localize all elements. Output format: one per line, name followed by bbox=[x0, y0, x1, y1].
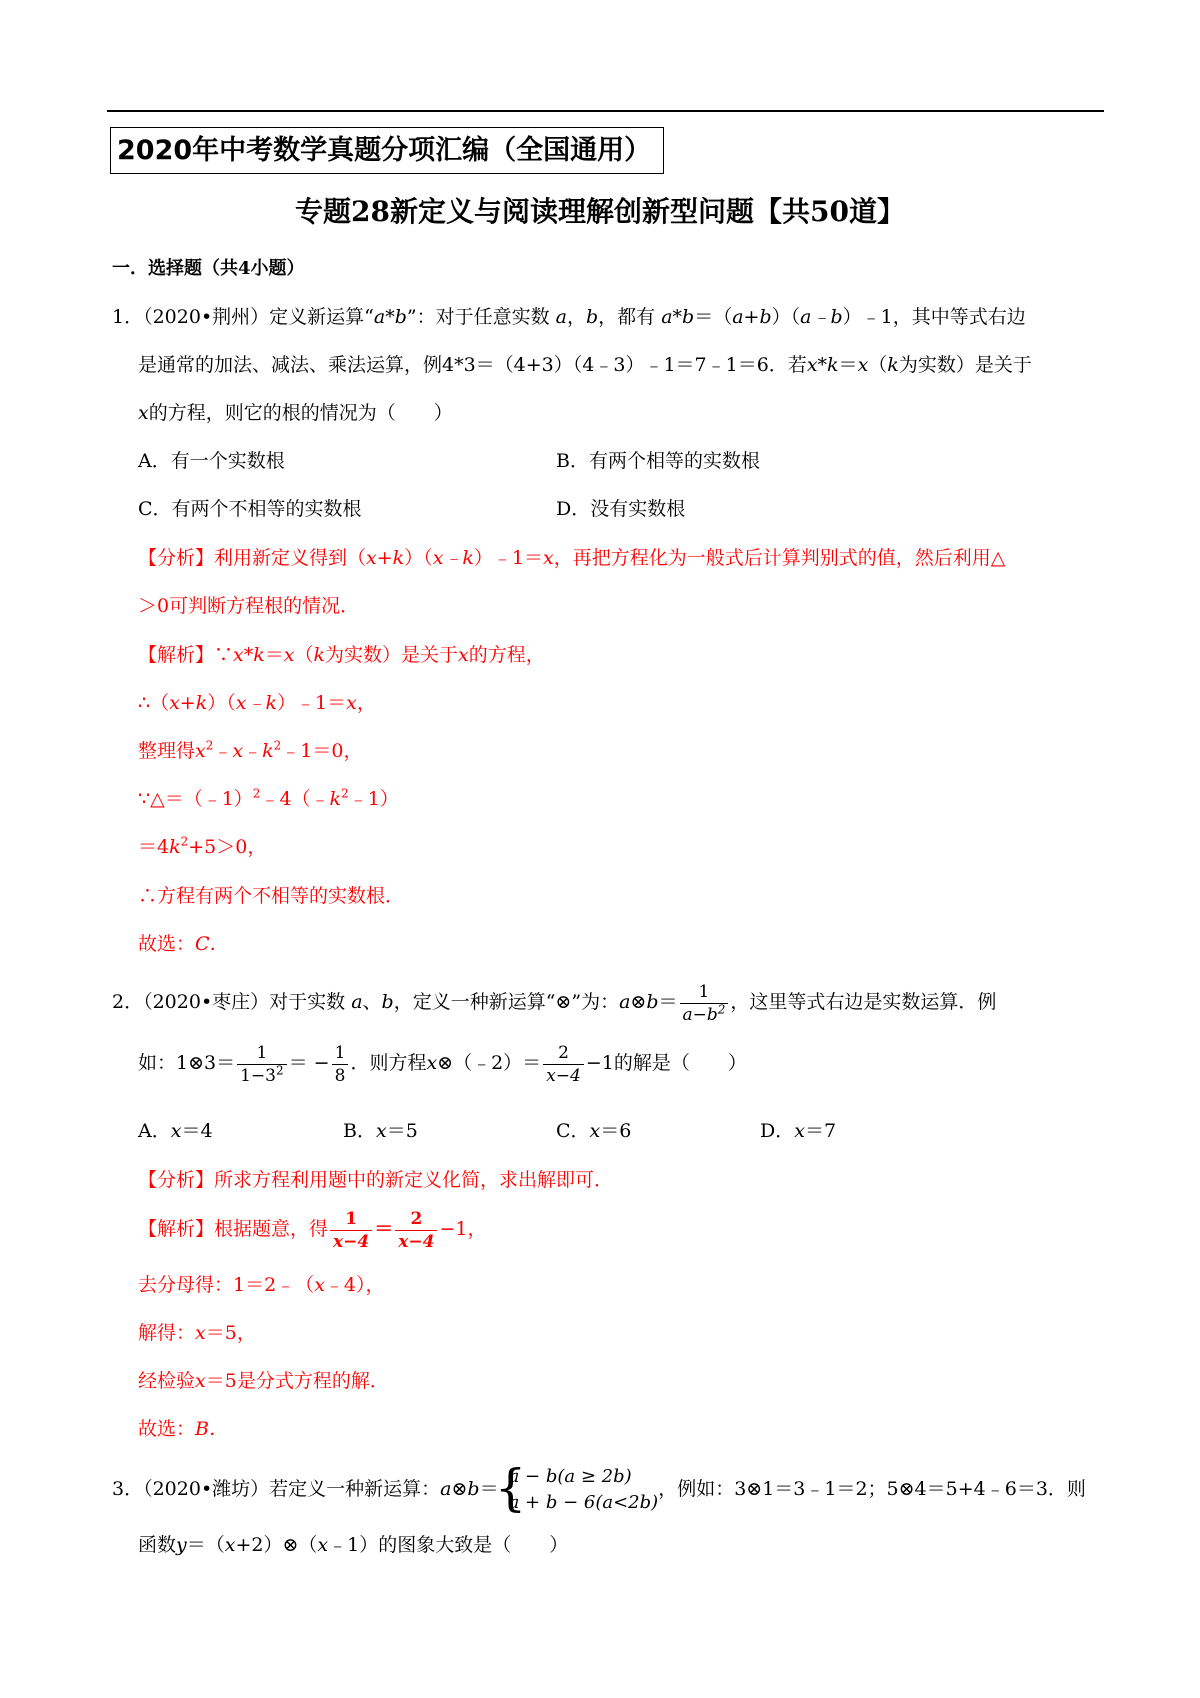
q1-var: a+b bbox=[732, 306, 772, 328]
q3-var: a bbox=[440, 1478, 452, 1500]
q1-solution-text: 整理得 bbox=[138, 740, 196, 762]
q2-stem-line1 bbox=[112, 975, 996, 1029]
q1-text: 1．（2020•荆州）定义新运算“ bbox=[112, 306, 374, 328]
q2-solution-text: ＝5是分式方程的解． bbox=[205, 1370, 389, 1392]
fraction-numerator: 2 bbox=[395, 1208, 437, 1231]
q1-solution-text: ﹣ bbox=[213, 740, 233, 762]
q1-solution-var: x bbox=[346, 692, 357, 714]
section-heading: 一．选择题（共4小题） bbox=[112, 258, 305, 279]
q2-text: ＝ − bbox=[288, 1052, 330, 1074]
q1-analysis-var: x﹣k bbox=[432, 547, 474, 569]
q2-text: 、 bbox=[362, 991, 382, 1013]
q1-text: 为实数）是关于 bbox=[898, 354, 1032, 376]
q2-solution-text: 解得： bbox=[138, 1322, 196, 1344]
q1-solution-text: +5＞0， bbox=[188, 836, 267, 858]
q1-solution-text: ∵△＝（﹣1） bbox=[138, 788, 253, 810]
q2-option-a bbox=[138, 1116, 213, 1146]
q3-var: x bbox=[224, 1534, 236, 1556]
q1-analysis-line1 bbox=[138, 543, 1005, 573]
q1-var: a*b bbox=[661, 306, 695, 328]
q1-analysis-text: ，再把方程化为一般式后计算判别式的值，然后利用△ bbox=[553, 547, 1006, 569]
q1-exponent: 2 bbox=[180, 834, 189, 849]
fraction-denominator-text: 1−3 bbox=[240, 1065, 276, 1086]
q1-solution-var: x+k bbox=[169, 692, 208, 714]
q1-solution-line3 bbox=[138, 736, 362, 766]
q1-solution-text: 为实数）是关于 bbox=[325, 644, 459, 666]
q1-solution-text: ﹣4（﹣ bbox=[260, 788, 330, 810]
q1-solution-text: ﹣1） bbox=[348, 788, 399, 810]
q2-var: a bbox=[351, 991, 363, 1013]
q1-text: （ bbox=[868, 354, 888, 376]
q2-text: 如：1⊗3＝ bbox=[138, 1052, 236, 1074]
q1-solution-line6: ∴方程有两个不相等的实数根． bbox=[138, 885, 405, 907]
q3-text: 函数 bbox=[138, 1534, 177, 1556]
option-value: ＝6 bbox=[600, 1120, 632, 1142]
fraction-numerator: 1 bbox=[680, 981, 729, 1004]
q3-text: ⊗ bbox=[451, 1478, 468, 1500]
option-value: ＝7 bbox=[804, 1120, 837, 1142]
q2-text: ⊗ bbox=[630, 991, 647, 1013]
option-var: x bbox=[170, 1120, 182, 1142]
fraction-denominator: x−4 bbox=[333, 1231, 370, 1252]
q2-answer-choice: B． bbox=[195, 1418, 228, 1440]
q1-option-b: B．有两个相等的实数根 bbox=[556, 450, 760, 472]
q2-solution-fraction-left bbox=[330, 1208, 372, 1253]
top-rule bbox=[107, 110, 1104, 112]
q1-solution-line1 bbox=[138, 640, 545, 670]
q3-piecewise-definition bbox=[494, 1459, 659, 1517]
q1-exponent: 2 bbox=[341, 786, 349, 801]
q3-stem-line2 bbox=[138, 1530, 568, 1560]
q2-def-fraction bbox=[680, 981, 729, 1026]
q2-answer-label: 故选： bbox=[138, 1418, 196, 1440]
q1-var: x bbox=[138, 402, 149, 424]
fraction-exponent: 2 bbox=[276, 1062, 284, 1077]
q2-solution-var: x bbox=[195, 1322, 206, 1344]
q1-text: ＝ bbox=[838, 354, 858, 376]
q2-solution-text: 经检验 bbox=[138, 1370, 196, 1392]
q1-exponent: 2 bbox=[252, 786, 261, 801]
q1-solution-text: ＝4 bbox=[138, 836, 170, 858]
q1-text: 的方程，则它的根的情况为（ ） bbox=[148, 402, 453, 424]
q1-solution-line2 bbox=[138, 688, 376, 718]
fraction-numerator: 2 bbox=[543, 1042, 584, 1065]
q1-var: a﹣b bbox=[800, 306, 843, 328]
q1-stem-line1 bbox=[112, 302, 1026, 332]
q2-var: b bbox=[646, 991, 659, 1013]
q1-solution-var: x bbox=[283, 644, 295, 666]
q3-text: +2）⊗（ bbox=[235, 1534, 318, 1556]
q1-text: ）﹣1，其中等式右边 bbox=[842, 306, 1026, 328]
fraction-denominator bbox=[680, 1001, 729, 1026]
q3-var: b bbox=[467, 1478, 480, 1500]
q1-solution-var: k bbox=[262, 740, 274, 762]
fraction-denominator: x−4 bbox=[546, 1065, 581, 1086]
series-title: 2020年中考数学真题分项汇编（全国通用） bbox=[110, 127, 664, 174]
q2-text: ＝ bbox=[658, 991, 678, 1013]
q1-text: ，都有 bbox=[598, 306, 656, 328]
q2-solution-var: x bbox=[314, 1274, 325, 1296]
q2-solution-text: ＝ bbox=[374, 1218, 394, 1240]
q1-option-d: D．没有实数根 bbox=[556, 498, 686, 520]
q1-text: ＝（ bbox=[694, 306, 733, 328]
option-label: C． bbox=[556, 1120, 590, 1142]
q1-solution-text: ∴（ bbox=[138, 692, 170, 714]
fraction-denominator bbox=[237, 1062, 287, 1087]
q2-text: −1的解是（ ） bbox=[585, 1052, 747, 1074]
q1-stem-line3 bbox=[138, 398, 453, 428]
q1-var: x*k bbox=[806, 354, 839, 376]
q1-solution-var: x bbox=[232, 740, 244, 762]
q2-solution-line4 bbox=[138, 1366, 389, 1396]
option-label: D． bbox=[760, 1120, 795, 1142]
q2-solution-text: −1， bbox=[439, 1218, 487, 1240]
q1-answer-label: 故选： bbox=[138, 933, 196, 955]
q1-text: ， bbox=[566, 306, 586, 328]
q1-option-a: A．有一个实数根 bbox=[138, 450, 285, 472]
q2-solution-fraction-right bbox=[395, 1208, 437, 1253]
q2-option-d bbox=[760, 1116, 836, 1146]
q2-solution-text: 去分母得：1＝2﹣（ bbox=[138, 1274, 315, 1296]
q2-var: b bbox=[381, 991, 394, 1013]
q2-text: ，定义一种新运算“⊗”为： bbox=[393, 991, 620, 1013]
q1-solution-line4 bbox=[138, 784, 399, 814]
q1-solution-text: 的方程， bbox=[468, 644, 545, 666]
q2-answer bbox=[138, 1414, 228, 1444]
piecewise-case: a − b(a ≥ 2b) bbox=[508, 1466, 632, 1487]
q1-solution-var: x*k bbox=[233, 644, 265, 666]
q1-exponent: 2 bbox=[273, 738, 282, 753]
q1-var: a*b bbox=[373, 306, 407, 328]
option-var: x bbox=[589, 1120, 601, 1142]
fraction-numerator: 1 bbox=[330, 1208, 372, 1231]
fraction-denominator: 8 bbox=[334, 1065, 346, 1086]
fraction-exponent: 2 bbox=[717, 1001, 726, 1016]
q1-solution-var: x﹣k bbox=[235, 692, 277, 714]
option-value: ＝5 bbox=[386, 1120, 418, 1142]
q2-text: ．则方程 bbox=[350, 1052, 427, 1074]
q1-solution-var: x bbox=[195, 740, 206, 762]
q2-solution-line1 bbox=[138, 1202, 486, 1256]
q3-text: ＝（ bbox=[186, 1534, 225, 1556]
q3-text: ﹣1）的图象大致是（ ） bbox=[328, 1534, 569, 1556]
q3-var: y bbox=[176, 1534, 187, 1556]
q2-solution-text: ＝5， bbox=[205, 1322, 256, 1344]
q2-equation-fraction bbox=[543, 1042, 584, 1087]
q1-solution-text: ）﹣1＝ bbox=[277, 692, 347, 714]
q1-solution-text: ﹣1＝0， bbox=[281, 740, 363, 762]
q2-text: 2．（2020•枣庄）对于实数 bbox=[112, 991, 346, 1013]
q1-text: 是通常的加法、减法、乘法运算，例4*3＝（4+3）（4﹣3）﹣1＝7﹣1＝6．若 bbox=[138, 354, 807, 376]
q2-example-fraction bbox=[237, 1042, 287, 1087]
fraction-numerator: 1 bbox=[237, 1042, 287, 1065]
q1-solution-var: k bbox=[169, 836, 181, 858]
q1-solution-text: ﹣ bbox=[243, 740, 263, 762]
q1-solution-var: k bbox=[313, 644, 326, 666]
q2-solution-text: ﹣4）， bbox=[324, 1274, 385, 1296]
q1-text: ”：对于任意实数 bbox=[406, 306, 550, 328]
q3-stem-line1 bbox=[112, 1457, 1086, 1521]
q3-text: ，例如：3⊗1＝3﹣1＝2；5⊗4＝5+4﹣6＝3．则 bbox=[658, 1478, 1086, 1500]
q1-solution-text: ＝ bbox=[264, 644, 284, 666]
option-label: B． bbox=[343, 1120, 376, 1142]
q2-var: a bbox=[619, 991, 631, 1013]
topic-title: 专题28新定义与阅读理解创新型问题【共50道】 bbox=[295, 195, 905, 228]
q1-analysis-line2: ＞0可判断方程根的情况． bbox=[138, 595, 360, 617]
q1-exponent: 2 bbox=[205, 738, 214, 753]
q1-stem-line2 bbox=[138, 350, 1032, 380]
q1-var: k bbox=[887, 354, 899, 376]
fraction-denominator: x−4 bbox=[398, 1231, 435, 1252]
q2-example-result-fraction bbox=[332, 1042, 349, 1087]
fraction-denominator-text: a−b bbox=[682, 1004, 718, 1025]
option-label: A． bbox=[138, 1120, 171, 1142]
q2-solution-text: 【解析】根据题意，得 bbox=[138, 1218, 329, 1240]
q3-text: 3．（2020•潍坊）若定义一种新运算： bbox=[112, 1478, 441, 1500]
q1-var: b bbox=[585, 306, 599, 328]
q2-solution-line3 bbox=[138, 1318, 256, 1348]
option-var: x bbox=[375, 1120, 387, 1142]
q3-text: ＝ bbox=[479, 1478, 499, 1500]
option-value: ＝4 bbox=[181, 1120, 213, 1142]
q1-analysis-text: ）﹣1＝ bbox=[473, 547, 544, 569]
q2-text: ，这里等式右边是实数运算．例 bbox=[730, 991, 997, 1013]
q1-analysis-text: 【分析】利用新定义得到（ bbox=[138, 547, 367, 569]
q2-option-b bbox=[343, 1116, 418, 1146]
fraction-numerator: 1 bbox=[332, 1042, 349, 1065]
q1-option-c: C．有两个不相等的实数根 bbox=[138, 498, 362, 520]
q1-var: x bbox=[857, 354, 869, 376]
q2-analysis: 【分析】所求方程利用题中的新定义化简，求出解即可． bbox=[138, 1169, 614, 1191]
option-var: x bbox=[794, 1120, 805, 1142]
left-brace: { bbox=[494, 1459, 527, 1517]
q3-var: x bbox=[317, 1534, 329, 1556]
q2-solution-line2 bbox=[138, 1270, 385, 1300]
piecewise-case: a + b − 6(a<2b) bbox=[508, 1492, 659, 1513]
q1-solution-var: k bbox=[329, 788, 342, 810]
q1-analysis-var: x+k bbox=[366, 547, 405, 569]
q1-solution-line5 bbox=[138, 832, 266, 862]
q2-text: ⊗（﹣2）＝ bbox=[437, 1052, 542, 1074]
q2-option-c bbox=[556, 1116, 631, 1146]
q1-solution-text: ， bbox=[356, 692, 376, 714]
q1-solution-var: x bbox=[458, 644, 469, 666]
q2-var: x bbox=[426, 1052, 438, 1074]
q1-answer-choice: C． bbox=[195, 933, 229, 955]
q1-analysis-var: x bbox=[543, 547, 554, 569]
q1-var: a bbox=[555, 306, 567, 328]
q1-analysis-text: ）（ bbox=[404, 547, 433, 569]
q2-stem-line2 bbox=[138, 1036, 747, 1090]
q1-solution-text: 【解析】∵ bbox=[138, 644, 234, 666]
q1-text: ）（ bbox=[771, 306, 801, 328]
q1-solution-text: ）（ bbox=[207, 692, 236, 714]
q1-answer bbox=[138, 929, 229, 959]
q1-solution-text: （ bbox=[294, 644, 314, 666]
q2-solution-var: x bbox=[195, 1370, 206, 1392]
